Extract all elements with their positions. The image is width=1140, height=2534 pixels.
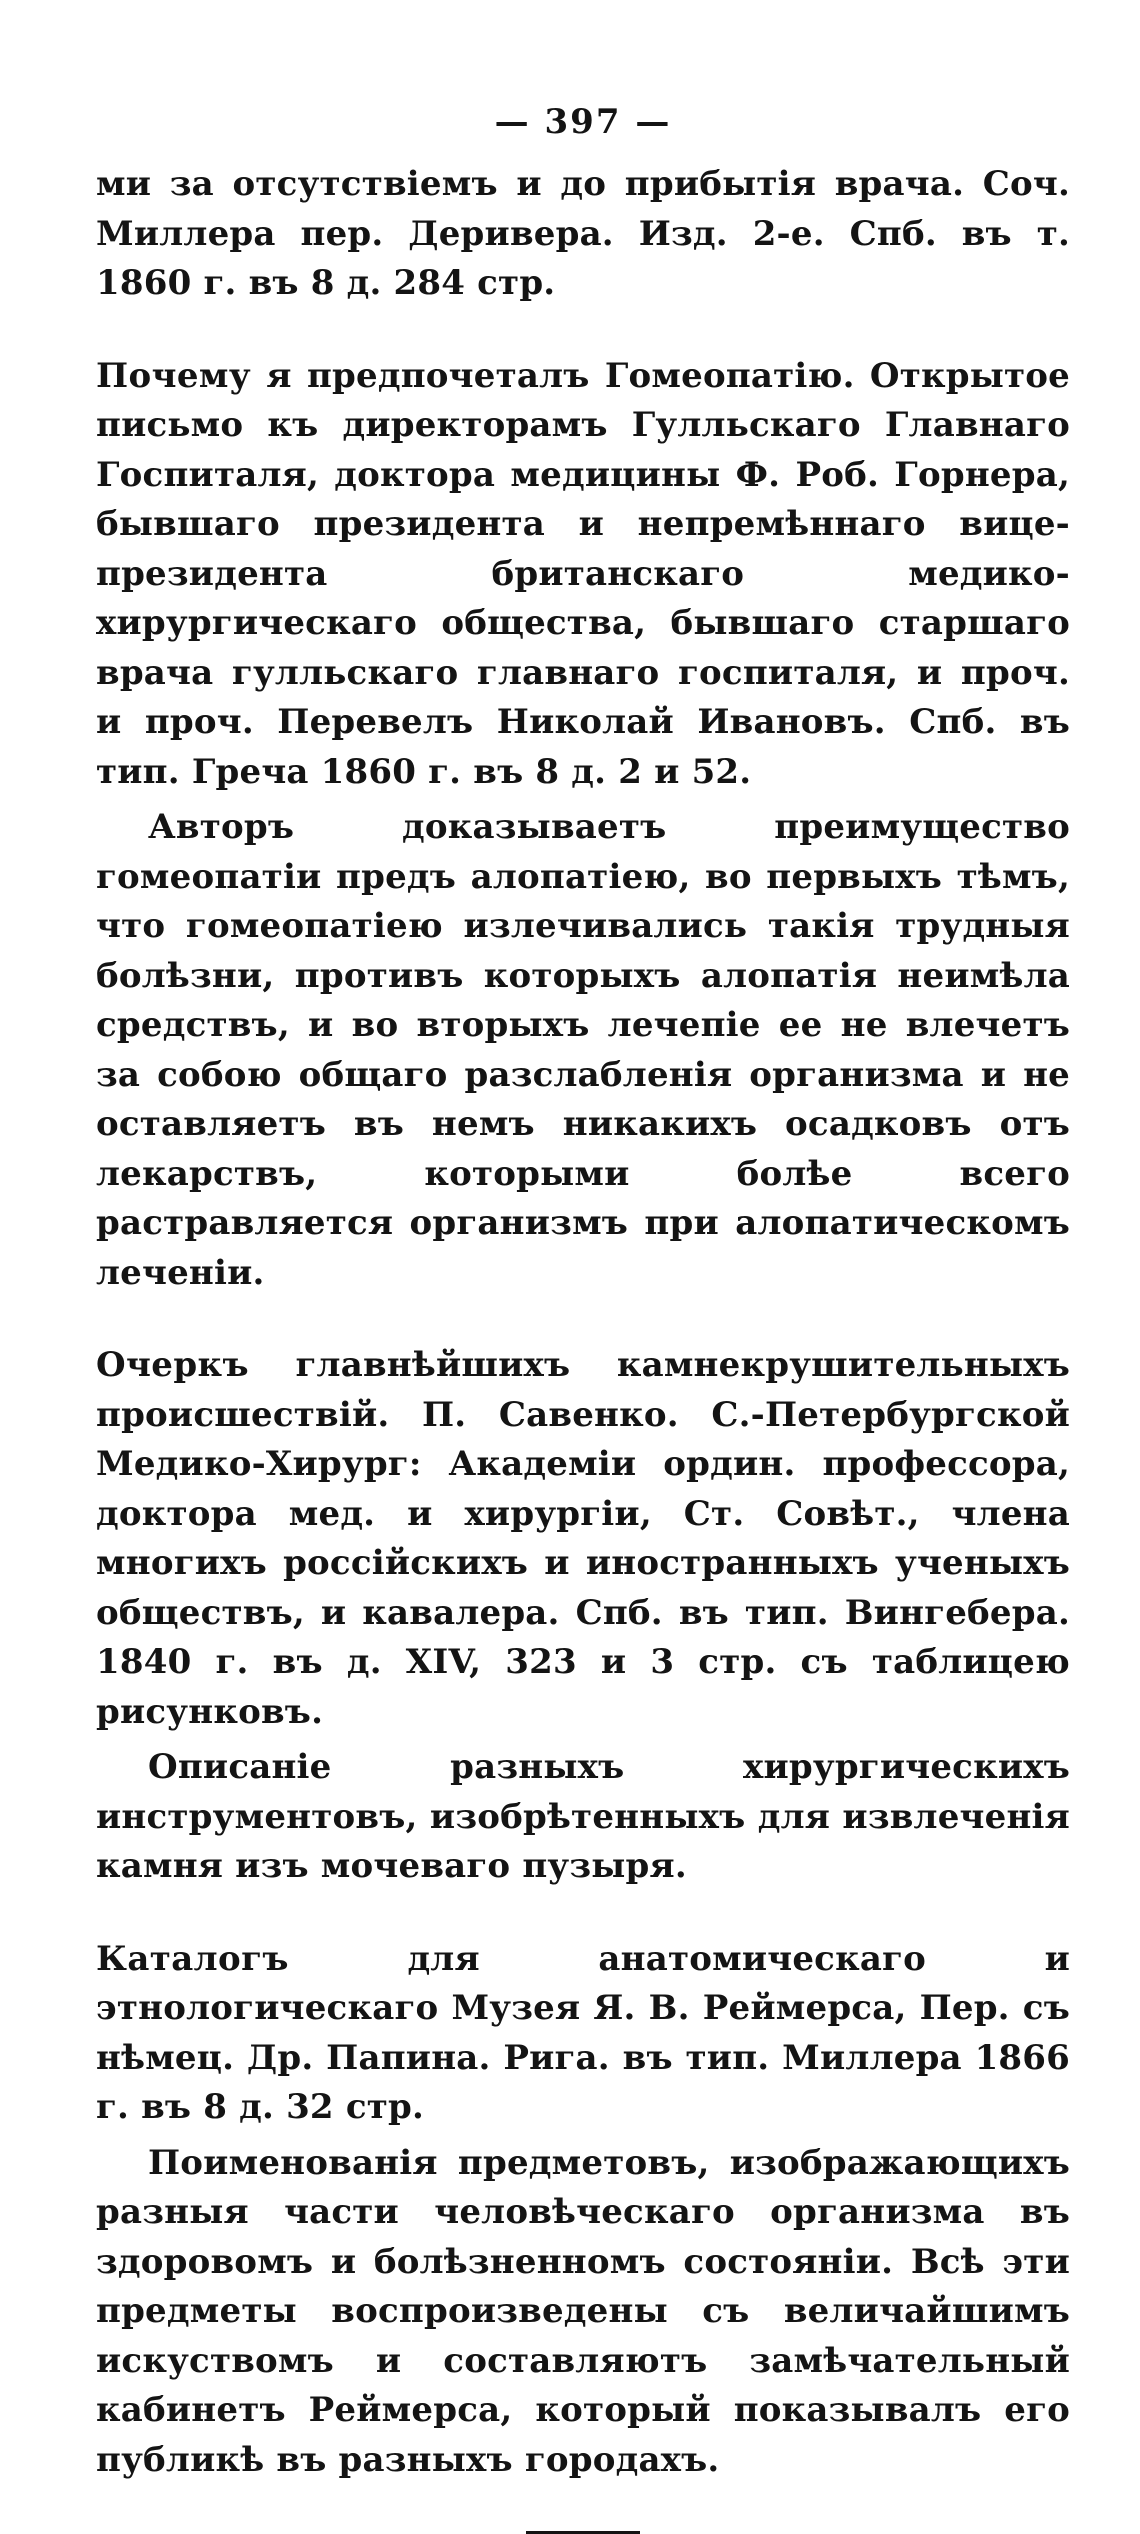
entry-lead-word: Каталогъ (96, 1938, 289, 1979)
entry-continuation (96, 160, 1070, 309)
entry-gap (96, 1892, 1070, 1935)
entry-lead-word: Почему (96, 355, 252, 396)
continuation-text: ми за отсутствіемъ и до прибытія врача. Соч. Миллера пер. Деривера. Изд. 2-е. Спб. въ т. 1860 г. въ 8 д. 284 стр. (96, 164, 1070, 303)
entry-annotation (96, 1743, 1070, 1892)
page-number: — 397 — (494, 102, 672, 142)
entry-catalogue (96, 1935, 1070, 2486)
entry-gap (96, 1298, 1070, 1341)
entry-lead-word: Очеркъ (96, 1345, 249, 1385)
entry-lithotomy (96, 1341, 1070, 1892)
entry-citation-text: я предпочеталъ Гомеопатію. Открытое письмо къ директорамъ Гулльскаго Главнаго Госпиталя, доктора медицины Ф. Роб. Горнера, бывшаго президента и непремѣннаго вице-президента британскаго медико-хирургическаго общества, бывшаго старшаго врача гулльскаго главнаго госпиталя, и проч. и проч. Перевелъ Николай Ивановъ. Спб. въ тип. Греча 1860 г. въ 8 д. 2 и 52. (96, 355, 1070, 792)
entry-annotation (96, 2139, 1070, 2486)
continuation-paragraph (96, 160, 1070, 309)
entry-citation (96, 352, 1070, 798)
entry-annotation-text: Описаніе разныхъ хирургическихъ инструментовъ, изобрѣтенныхъ для извлеченія камня изъ мочеваго пузыря. (96, 1747, 1070, 1886)
entry-annotation-text: Авторъ доказываетъ преимущество гомеопатіи предъ алопатіею, во первыхъ тѣмъ, что гомеопатіею излечивались такія трудныя болѣзни, противъ которыхъ алопатія неимѣла средствъ, и во вторыхъ лечепіе ее не влечетъ за собою общаго разслабленія организма и не оставляетъ въ немъ никакихъ осадковъ отъ лекарствъ, которыми болѣе всего растравляется организмъ при алопатическомъ леченіи. (96, 807, 1070, 1293)
entry-homeopathy (96, 352, 1070, 1299)
entry-annotation (96, 803, 1070, 1298)
entry-citation-text: для анатомическаго и этнологическаго Музея Я. В. Реймерса, Пер. съ нѣмец. Др. Папина. Рига. въ тип. Миллера 1866 г. въ 8 д. 32 стр. (96, 1938, 1070, 2127)
entry-citation-text: главнѣйшихъ камнекрушительныхъ происшествій. П. Савенко. С.-Петербургской Медико-Хирург: Академіи ордин. профессора, доктора мед. и хирургіи, Ст. Совѣт., члена многихъ россійскихъ и иностранныхъ ученыхъ обществъ, и кавалера. Спб. въ тип. Вингебера. 1840 г. въ д. XIV, 323 и 3 стр. съ таблицею рисунковъ. (96, 1345, 1070, 1732)
entry-citation (96, 1341, 1070, 1737)
entry-annotation-text: Поименованія предметовъ, изображающихъ разныя части человѣческаго организма въ здоровомъ и болѣзненномъ состояніи. Всѣ эти предметы воспроизведены съ величайшимъ искуствомъ и составляютъ замѣчательный кабинетъ Реймерса, который показывалъ его публикѣ въ разныхъ городахъ. (96, 2142, 1070, 2480)
entry-citation (96, 1935, 1070, 2133)
entry-gap (96, 309, 1070, 352)
